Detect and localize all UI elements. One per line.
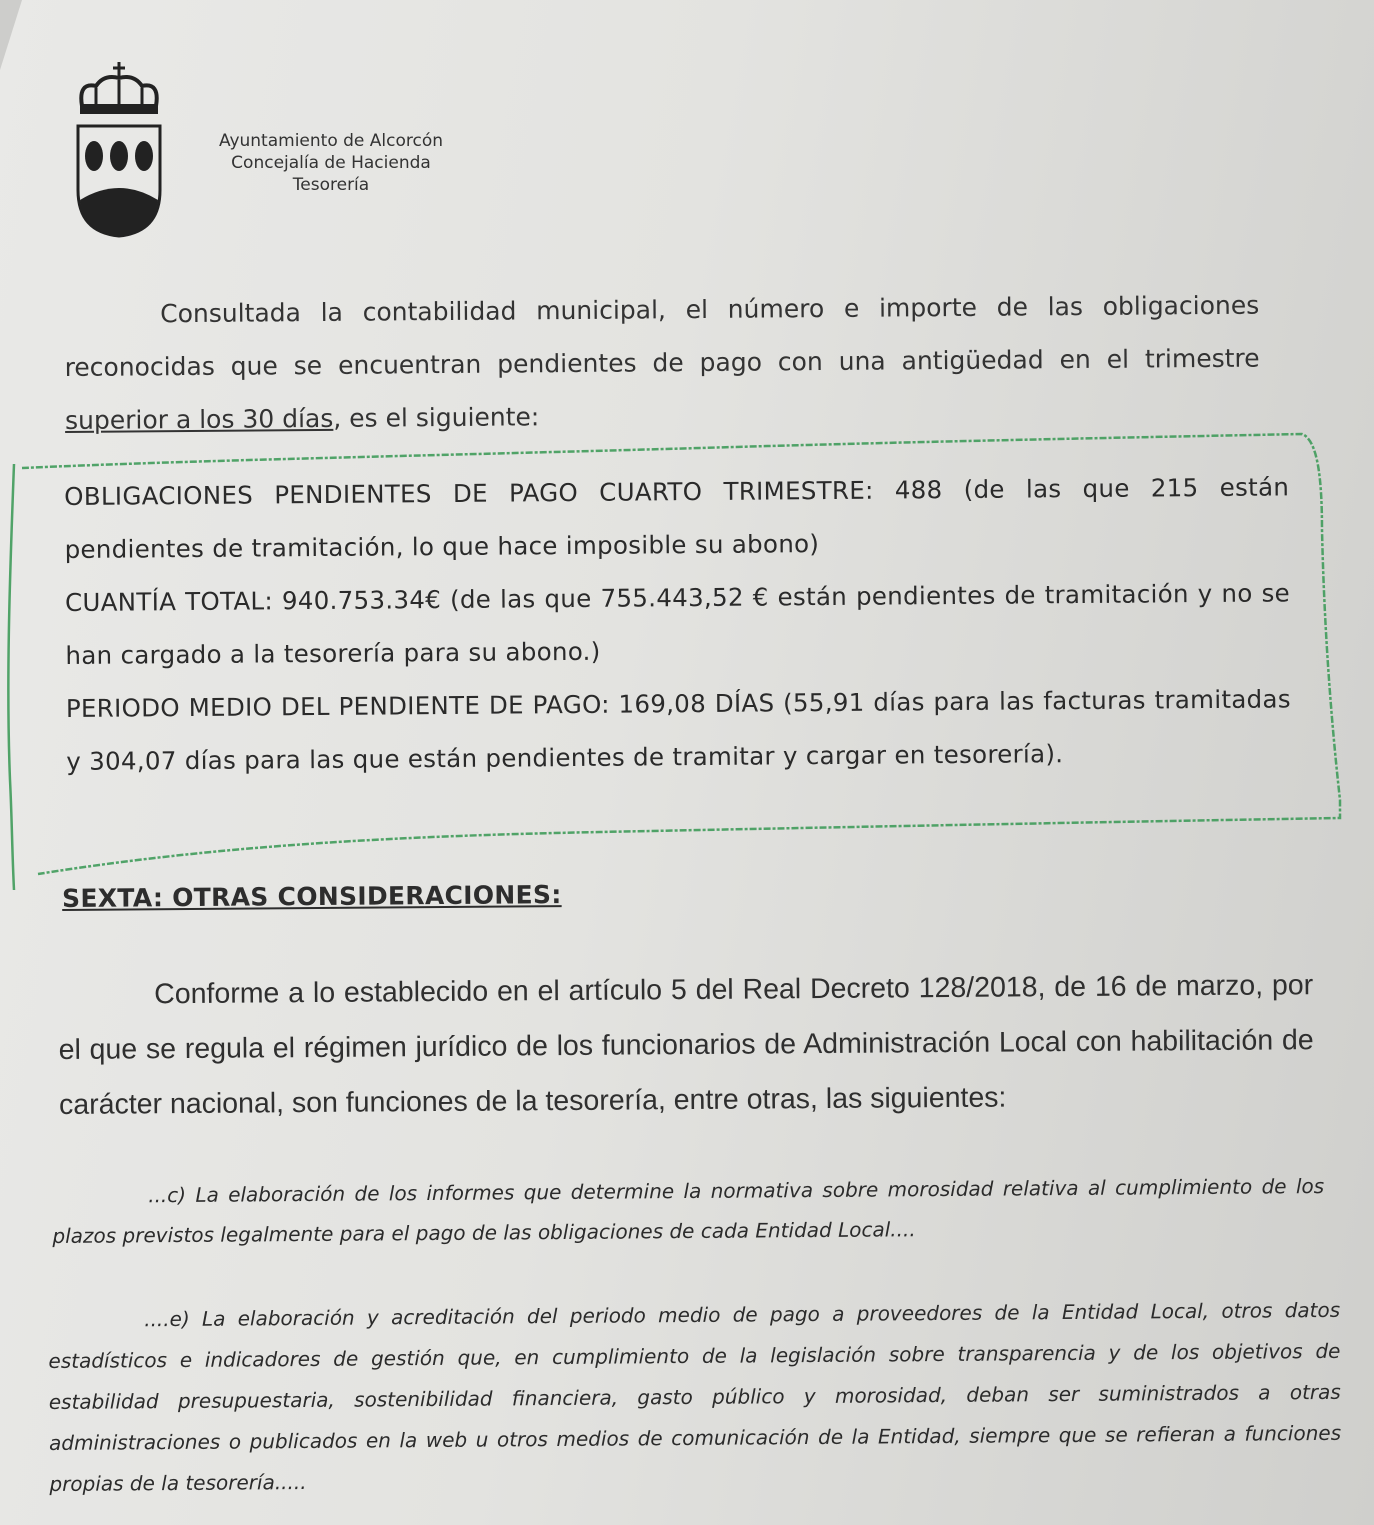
- intro-text: Consultada la contabilidad municipal, el número e importe de las obligaciones reconocidas que se encuentran pendientes de pago con una antigüedad en el trimestre: [64, 290, 1260, 382]
- intro-underlined: superior a los 30 días: [64, 403, 334, 435]
- pending-payments-box: [64, 460, 1291, 788]
- header-line-2: Concejalía de Hacienda: [231, 153, 431, 173]
- quote-c-text: ...c) La elaboración de los informes que determine la normativa sobre morosidad relativa al cumplimiento de los plazos previstos legalmente para el pago de las obligaciones de cada Entidad Local....: [52, 1174, 1325, 1248]
- body-paragraph-text: Conforme a lo establecido en el artículo 5 del Real Decreto 128/2018, de 16 de marzo, por el que se regula el régimen jurídico de los funcionarios de Administración Local con habilitación de carácter nacional, son funciones de la tesorería, entre otras, las siguientes:: [58, 969, 1314, 1121]
- box-line-amount: CUANTÍA TOTAL: 940.753.34€ (de las que 755.443,52 € están pendientes de tramitación y no se han cargado a la tesorería para su abono.): [64, 578, 1291, 670]
- intro-tail: , es el siguiente:: [333, 402, 540, 433]
- header-line-1: Ayuntamiento de Alcorcón: [218, 131, 444, 151]
- coat-of-arms-logo: [74, 60, 164, 238]
- quote-item-c: [52, 1166, 1325, 1256]
- box-line-period: PERIODO MEDIO DEL PENDIENTE DE PAGO: 169,08 DÍAS (55,91 días para las facturas tramitadas y 304,07 días para las que están pendientes de tramitar y cargar en tesorería).: [65, 684, 1291, 776]
- quote-e-text: ....e) La elaboración y acreditación del periodo medio de pago a proveedores de la Entidad Local, otros datos estadísticos e indicadores de gestión que, en cumplimiento de la legislación sobre transparencia y de los objetivos de estabilidad presupuestaria, sostenibilidad financiera, gasto público y morosidad, deban ser suministrados a otras administraciones o publicados en la web u otros medios de comunicación de la Entidad, siempre que se refieran a funciones propias de la tesorería.....: [48, 1297, 1342, 1496]
- body-paragraph: [58, 958, 1314, 1133]
- header-line-3: Tesorería: [292, 175, 370, 195]
- quote-item-e: [48, 1290, 1342, 1505]
- municipality-header: [196, 130, 466, 196]
- box-line-obligations: OBLIGACIONES PENDIENTES DE PAGO CUARTO TRIMESTRE: 488 (de las que 215 están pendientes de tramitación, lo que hace imposible su abono): [64, 472, 1290, 564]
- section-title: SEXTA: OTRAS CONSIDERACIONES:: [62, 880, 562, 913]
- intro-paragraph: [64, 279, 1260, 447]
